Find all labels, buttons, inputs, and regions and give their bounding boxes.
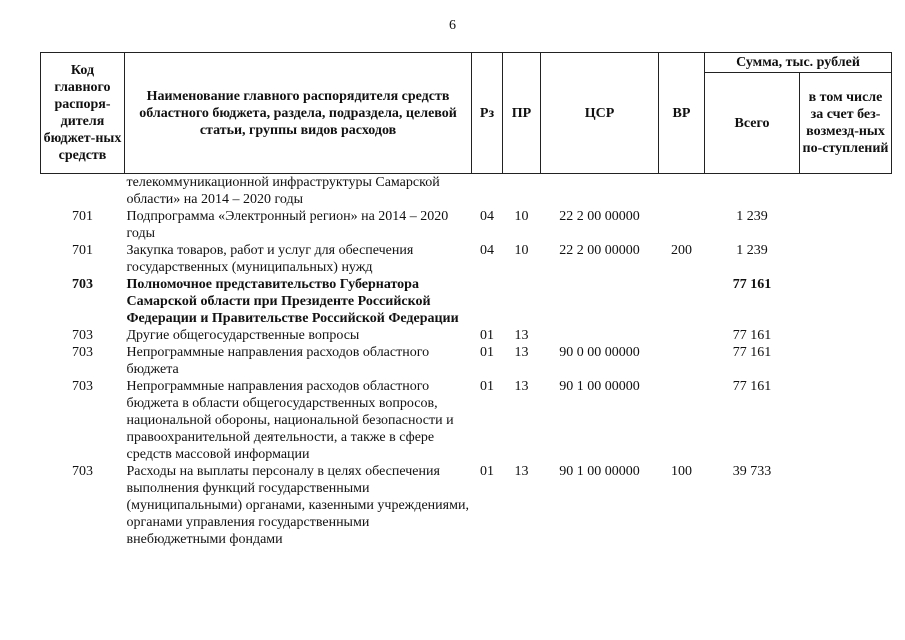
cell-free [800, 327, 892, 344]
cell-free [800, 174, 892, 209]
cell-rz: 01 [480, 345, 494, 360]
cell-name: Другие общегосударственные вопросы [126, 328, 360, 343]
budget-table [40, 52, 892, 548]
cell-csr: 90 1 00 00000 [559, 379, 640, 394]
table-row [41, 344, 892, 378]
header-csr: ЦСР [541, 53, 659, 174]
table-row [41, 378, 892, 463]
cell-rz [472, 276, 503, 327]
cell-total: 77 161 [732, 345, 772, 360]
cell-total: 1 239 [736, 209, 768, 224]
table-header [41, 53, 892, 174]
page-number: 6 [449, 18, 456, 33]
header-pr: ПР [503, 53, 541, 174]
header-free: в том числе за счет без-возмезд-ных по-ступлений [800, 73, 892, 174]
cell-rz [472, 174, 503, 209]
header-sum-group: Сумма, тыс. рублей [705, 53, 892, 73]
cell-code: 703 [72, 464, 93, 479]
table-row [41, 463, 892, 548]
cell-vr [659, 344, 705, 378]
header-rz: Рз [472, 53, 503, 174]
cell-pr [503, 276, 541, 327]
cell-rz: 01 [480, 328, 494, 343]
cell-rz: 01 [480, 379, 494, 394]
cell-code [41, 174, 125, 209]
cell-total: 77 161 [732, 328, 772, 343]
cell-name: Непрограммные направления расходов областного бюджета в области общегосударственных вопросов, национальной обороны, национальной безопасности и правоохранительной деятельности, а также в сфере средств массовой информации [126, 379, 454, 462]
header-vr: ВР [659, 53, 705, 174]
table-body [41, 174, 892, 549]
cell-vr [659, 276, 705, 327]
cell-vr [659, 208, 705, 242]
cell-code: 703 [72, 379, 93, 394]
cell-pr: 13 [514, 345, 529, 360]
cell-free [800, 208, 892, 242]
cell-code: 703 [72, 345, 93, 360]
header-total: Всего [705, 73, 800, 174]
cell-name: Подпрограмма «Электронный регион» на 2014 – 2020 годы [126, 209, 449, 241]
cell-csr [541, 276, 659, 327]
cell-free [800, 242, 892, 276]
cell-total: 77 161 [732, 379, 772, 394]
cell-code: 701 [72, 243, 93, 258]
table-row [41, 327, 892, 344]
cell-name: Закупка товаров, работ и услуг для обеспечения государственных (муниципальных) нужд [126, 243, 414, 275]
cell-vr: 100 [671, 464, 692, 479]
cell-vr [659, 327, 705, 344]
cell-pr: 10 [514, 209, 529, 224]
cell-rz: 01 [480, 464, 494, 479]
cell-total: 1 239 [736, 243, 768, 258]
cell-vr: 200 [671, 243, 692, 258]
cell-free [800, 276, 892, 327]
cell-csr: 90 1 00 00000 [559, 464, 640, 479]
table-row [41, 208, 892, 242]
cell-free [800, 378, 892, 463]
cell-pr [503, 174, 541, 209]
cell-pr: 13 [514, 328, 529, 343]
table-row [41, 242, 892, 276]
cell-code: 703 [72, 328, 93, 343]
cell-name: Полномочное представительство Губернатора Самарской области при Президенте Российской Федерации и Правительстве Российской Федерации [126, 277, 459, 326]
cell-code: 703 [72, 277, 93, 292]
cell-total: 77 161 [732, 277, 772, 292]
cell-code: 701 [72, 209, 93, 224]
cell-rz: 04 [480, 209, 494, 224]
cell-total [705, 174, 800, 209]
header-code: Код главного распоря-дителя бюджет-ных средств [41, 53, 125, 174]
cell-csr: 22 2 00 00000 [559, 243, 640, 258]
cell-name: телекоммуникационной инфраструктуры Самарской области» на 2014 – 2020 годы [126, 175, 440, 207]
cell-rz: 04 [480, 243, 494, 258]
cell-csr [541, 327, 659, 344]
cell-pr: 13 [514, 379, 529, 394]
cell-csr [541, 174, 659, 209]
cell-vr [659, 174, 705, 209]
table-row [41, 276, 892, 327]
table-row [41, 174, 892, 209]
cell-vr [659, 378, 705, 463]
cell-total: 39 733 [732, 464, 772, 479]
cell-name: Непрограммные направления расходов областного бюджета [126, 345, 430, 377]
header-name: Наименование главного распорядителя средств областного бюджета, раздела, подраздела, целевой статьи, группы видов расходов [125, 53, 472, 174]
cell-free [800, 463, 892, 548]
cell-csr: 90 0 00 00000 [559, 345, 640, 360]
cell-name: Расходы на выплаты персоналу в целях обеспечения выполнения функций государственными (муниципальными) органами, казенными учреждениями, органами управления государственными внебюджетными фондами [126, 464, 469, 547]
cell-free [800, 344, 892, 378]
cell-pr: 10 [514, 243, 529, 258]
cell-pr: 13 [514, 464, 529, 479]
cell-csr: 22 2 00 00000 [559, 209, 640, 224]
